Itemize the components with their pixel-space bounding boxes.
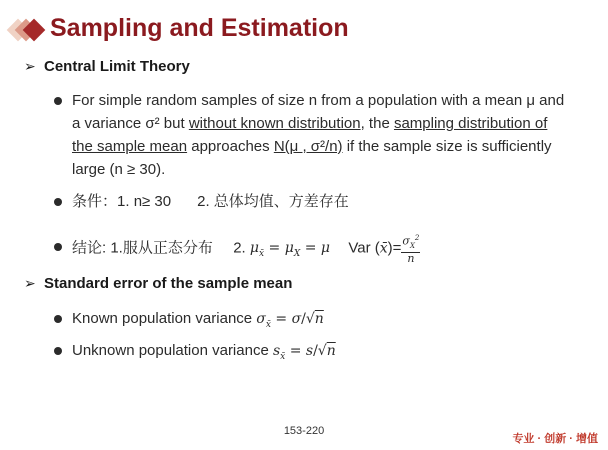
variance-label: Var ( [348, 239, 380, 257]
clt-underline-2: sampling distribution of the sample mean [72, 115, 548, 155]
section-standard-error [24, 275, 292, 292]
mean-equality-formula: $\mu_{x̄} = \mu_X = \mu$ [249, 240, 330, 260]
page-number: 153-220 [283, 425, 325, 437]
bullet-dot-icon [54, 347, 62, 355]
arrow-bullet-icon: ➢ [24, 275, 36, 291]
fraction-denominator: n [407, 251, 415, 265]
clt-definition [72, 89, 572, 181]
conclusion-2-prefix: 2. [233, 239, 246, 257]
bullet-dot-icon [54, 97, 62, 105]
fraction-numerator: σ [402, 234, 410, 248]
clt-text-4: if the sample size is sufficiently large (n ≥ 30). [72, 138, 552, 178]
clt-text-1: For simple random samples of size n from a population with a mean μ and a variance σ² but [72, 92, 565, 132]
conclusions-label: 结论: [72, 239, 107, 257]
clt-underline-3: N(μ , σ²/n) [273, 138, 343, 155]
variance-fraction: $\frac{\sigma_X^2}{n}$ [402, 234, 420, 265]
se-heading: Standard error of the sample mean [44, 275, 293, 292]
footer-tagline: 专业 · 创新 · 增值 [512, 433, 598, 445]
bullet-dot-icon [54, 243, 62, 251]
conclusion-1: 1.服从正态分布 [110, 239, 213, 257]
arrow-bullet-icon: ➢ [24, 58, 36, 74]
xbar-symbol: x̄ [379, 240, 388, 257]
clt-heading: Central Limit Theory [44, 58, 190, 75]
section-clt [24, 58, 190, 75]
clt-text-2: , the [360, 115, 394, 132]
bullet-dot-icon [54, 315, 62, 323]
se-unknown [72, 339, 572, 369]
condition-2: 2. 总体均值、方差存在 [197, 193, 349, 210]
clt-text-3: approaches [187, 138, 274, 155]
clt-conditions [72, 190, 572, 213]
variance-equals: )= [387, 239, 402, 257]
bullet-dot-icon [54, 198, 62, 206]
condition-1: 1. n≥ 30 [117, 193, 172, 210]
diamond-logo-icon [4, 16, 48, 46]
unknown-se-formula: $s_{x̄} = s/√n$ [272, 343, 336, 362]
conditions-label: 条件： [72, 193, 118, 210]
known-variance-label: Known population variance [72, 310, 253, 327]
known-se-formula: $\sigma_{x̄} = \sigma/√n$ [256, 311, 324, 330]
clt-conclusions [72, 232, 572, 266]
se-known [72, 307, 572, 337]
page-title: Sampling and Estimation [50, 14, 349, 42]
clt-underline-1: without known distribution [188, 115, 361, 132]
unknown-variance-label: Unknown population variance [72, 342, 269, 359]
